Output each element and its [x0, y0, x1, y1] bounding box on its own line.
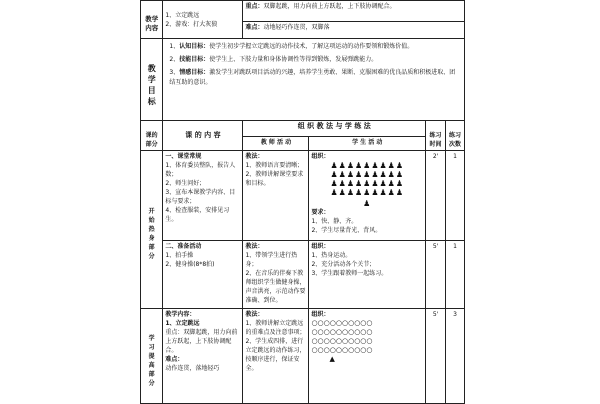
- key-point: 重点：双脚起跳，用力向前上方跃起，上下肢协调配合。: [243, 1, 464, 22]
- prep-count: 1: [446, 241, 465, 309]
- goals-cell: [163, 39, 465, 121]
- routine-teacher: 教法： 1、教师语言要清晰； 2、教师讲解课堂要求和目标。: [243, 151, 309, 241]
- routine-time: 2': [426, 151, 446, 241]
- main-content: 教学内容： 1、立定跳远 重点：双脚起跳，用力向前上方跃起，上下肢协调配合。 难点： 动作连贯，落地轻巧: [163, 309, 243, 404]
- content-label-text: 教学 内容: [145, 15, 159, 32]
- header-content: 课 的 内 容: [163, 121, 243, 151]
- content-label: [141, 1, 163, 39]
- header-time: 练习 时间: [426, 121, 446, 151]
- prep-student: 组织： 1、热身运动。 2、充分活动各个关节； 3、学生跟着教师一起练习。: [309, 241, 426, 309]
- header-student: 学 生 活 动: [309, 136, 426, 150]
- content-items: [163, 1, 243, 39]
- prep-time: 5': [426, 241, 446, 309]
- warmup-label: 开 始 热 身 部 分: [141, 151, 163, 309]
- warmup-prep-row: [141, 241, 465, 309]
- goals-row: [141, 39, 465, 121]
- prep-teacher: 教法： 1、带领学生进行热身； 2、在音乐的伴奏下教师组织学生做健身操，声音洪亮，示范动作要准确、到位。: [243, 241, 309, 309]
- routine-student: 组织： ♟♟♟♟♟♟♟♟♟ ♟♟♟♟♟♟♟♟♟ ♟♟♟♟♟♟♟♟♟ ♟♟♟♟♟♟♟♟♟ ♟ 要求： 1、快、静、齐。 2、学生尽量背光、背风。: [309, 151, 426, 241]
- main-time: 5': [426, 309, 446, 404]
- key-difficulty-cell: [243, 1, 465, 39]
- routine-count: 1: [446, 151, 465, 241]
- goal-item: 3、情感目标：激发学生对跳跃项目活动的兴趣，培养学生勇敢、果断、克服困难的优良品质和积极进取、团结互助的意识。: [169, 69, 456, 86]
- content-row: [141, 1, 465, 39]
- main-teacher: 教法： 1、教师讲解立定跳远的重难点及注意事项； 2、学生成四排，进行立定跳远的动作练习，按顺序进行，保证安全。: [243, 309, 309, 404]
- header-count: 练习 次数: [446, 121, 465, 151]
- routine-content: 一、课堂常规 1、体育委员整队，报告人数； 2、师生问好； 3、宣布本课教学内容、目标与要求； 4、检查服装，安排见习生。: [163, 151, 243, 241]
- main-row: [141, 309, 465, 404]
- content-item: 1、立定跳远: [165, 11, 200, 19]
- header-teacher: 教 师 活 动: [243, 136, 309, 150]
- main-label: 学 习 提 高 部 分: [141, 309, 163, 404]
- teacher-triangle-icon: ▲: [329, 355, 335, 363]
- header-part: 课的 部分: [141, 121, 163, 151]
- goal-item: 2、技能目标：使学生上、下肢力量和身体协调性等得到锻炼，发展弹跳能力。: [169, 56, 378, 63]
- difficulty: 难点：动地轻巧作连贯，双脚落: [245, 24, 330, 31]
- circle-formation: ○○○○○○○○○○ ○○○○○○○○○○ ○○○○○○○○○○ ○○○○○○○○○○: [311, 319, 373, 354]
- goals-label: 教 学 目 标: [141, 39, 163, 121]
- main-student: 组织： ○○○○○○○○○○ ○○○○○○○○○○ ○○○○○○○○○○ ○○○○○○○○○○ ▲: [309, 309, 426, 404]
- main-count: 3: [446, 309, 465, 404]
- header-org: 组 织 教 法 与 学 练 法: [243, 121, 426, 137]
- formation-figures: ♟♟♟♟♟♟♟♟♟ ♟♟♟♟♟♟♟♟♟ ♟♟♟♟♟♟♟♟♟ ♟♟♟♟♟♟♟♟♟ ♟: [311, 161, 423, 208]
- goal-item: 1、认知目标：使学生初步学握立定跳远的动作技术，了解这项运动的动作要领和锻炼价值。: [169, 43, 414, 50]
- prep-content: 二、准备活动 1、拍手操 2、健身操(8*8拍): [163, 241, 243, 309]
- header-row-1: [141, 121, 465, 137]
- lesson-plan-table: [140, 0, 465, 404]
- teacher-figure: ♟: [363, 199, 372, 208]
- content-item: 2、游戏：打大灰狼: [165, 20, 218, 28]
- warmup-routine-row: [141, 151, 465, 241]
